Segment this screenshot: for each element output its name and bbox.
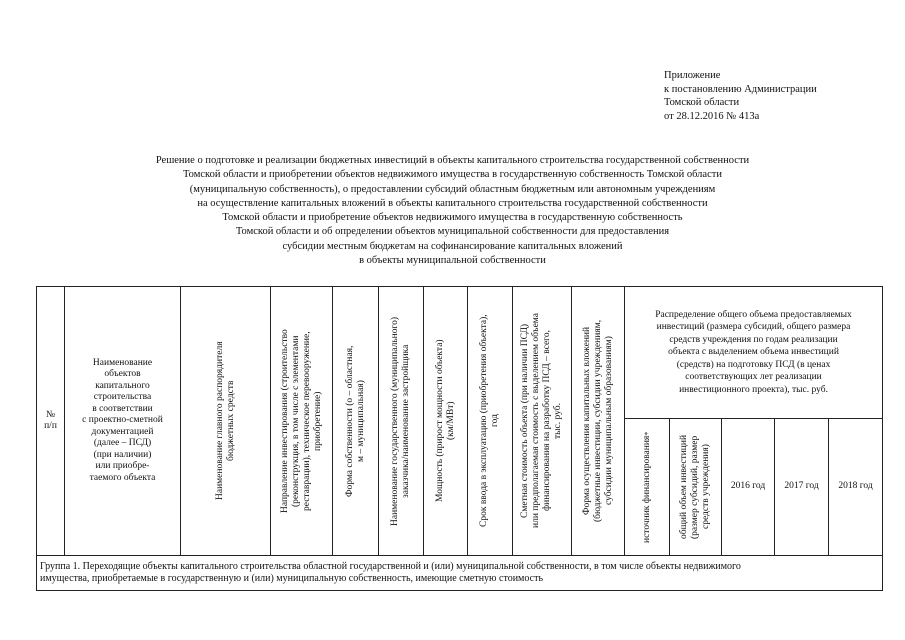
col-investment-form-header: Форма осуществления капитальных вложений (бюджетные инвестиции, субсидии учреждениям, субсидии муниципальным образованиям) [572, 287, 625, 556]
appendix-line: Томской области [664, 97, 740, 108]
title-line: субсидии местным бюджетам на софинансирование капитальных вложений [282, 240, 623, 252]
title-line: (муниципальную собственность), о предоставлении субсидий областным бюджетным или автономным учреждениям [189, 183, 716, 195]
appendix-date: от 28.12.2016 № 413а [664, 110, 760, 122]
col-number-header: № п/п [37, 287, 65, 556]
col-customer-header: Наименование государственного (муниципального) заказчика/наименование застройщика [379, 287, 424, 556]
title-line: Томской области и приобретении объектов недвижимого имущества в государственную собственность Томской области [183, 169, 722, 181]
appendix-block [664, 69, 894, 123]
appendix-line: Приложение [664, 70, 721, 81]
title-line: Решение о подготовке и реализации бюджетных инвестиций в объекты капитального строительства государственной собственности [155, 155, 750, 166]
subcol-total-investment-header: общий объем инвестиций (размер субсидий, размер средств учреждения) [670, 419, 722, 556]
appendix-line: к постановлению Администрации [664, 83, 817, 95]
col-distribution-header: Распределение общего объема предоставляемых инвестиций (размера субсидий, общего размера средств учреждения по годам реализации объекта с выделением объема инвестиций (средств) на подготовку ПСД (в ценах соответствующих лет реализации инвестиционного проекта), тыс. руб. [625, 287, 883, 419]
footnote-mark: * [642, 431, 652, 436]
document-title [20, 154, 885, 268]
subcol-year-2017: 2017 год [775, 419, 829, 556]
col-capacity-header: Мощность (прирост мощности объекта) (км/МВт) [424, 287, 468, 556]
subcol-year-2016: 2016 год [722, 419, 775, 556]
col-commissioning-term-header: Срок ввода в эксплуатацию (приобретения объекта), год [468, 287, 513, 556]
group-1-row: Группа 1. Переходящие объекты капитального строительства областной государственной и (или) муниципальной собственности, в том числе объекты недвижимого имущества, приобретаемые в государственную и (или) муниципальную собственность, имеющие сметную стоимость [37, 556, 883, 591]
col-object-name-header: Наименование объектов капитального строительства в соответствии с проектно-сметной документацией (далее – ПСД) (при наличии) или приобре- таемого объекта [65, 287, 181, 556]
col-ownership-form-header: Форма собственности (о – областная, м – муниципальная) [333, 287, 379, 556]
col-investment-direction-header: Направление инвестирования (строительство (реконструкция, в том числе с элементами реставрации), техническое перевооружение, приобретение) [271, 287, 333, 556]
title-line: в объекты муниципальной собственности [359, 255, 546, 267]
col-estimated-cost-header: Сметная стоимость объекта (при наличии ПСД) или предполагаемая стоимость с выделением объема финансирования на разработку ПСД – всего, тыс. руб. [513, 287, 572, 556]
subcol-funding-source-header: источник финансирования* [625, 419, 670, 556]
title-line: Томской области и приобретение объектов недвижимого имущества в государственную собственность [222, 212, 683, 224]
investment-table [36, 286, 883, 591]
col-budget-manager-header: Наименование главного распорядителя бюджетных средств [181, 287, 271, 556]
subcol-year-2018: 2018 год [829, 419, 883, 556]
title-line: на осуществление капитальных вложений в объекты капитального строительства государственной собственности [197, 197, 708, 209]
title-line: Томской области и об определении объектов муниципальной собственности для предоставления [235, 226, 670, 238]
